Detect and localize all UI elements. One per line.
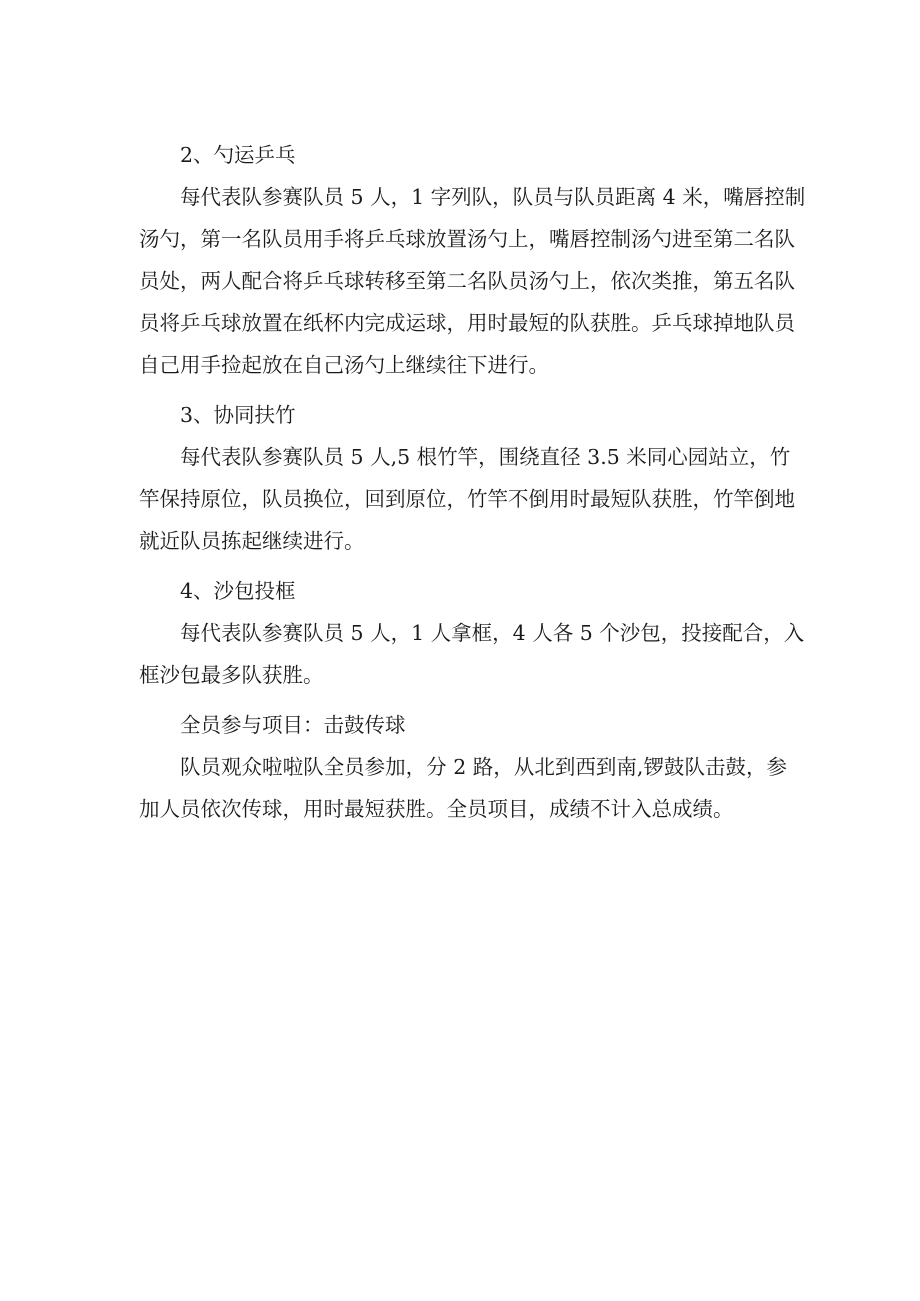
section-heading: 2、勺运乒乓 <box>180 143 296 167</box>
section-spoon-pingpong <box>139 134 806 386</box>
section-paragraph <box>139 436 795 562</box>
section-drum-ball-pass <box>139 704 787 830</box>
section-heading: 全员参与项目：击鼓传球 <box>180 713 406 737</box>
section-paragraph <box>139 176 806 386</box>
paragraph-line: 竿保持原位，队员换位，回到原位，竹竿不倒用时最短队获胜，竹竿倒地 <box>139 487 795 511</box>
document-body <box>139 134 806 838</box>
paragraph-line: 加人员依次传球，用时最短获胜。全员项目，成绩不计入总成绩。 <box>139 797 734 821</box>
section-heading: 4、沙包投框 <box>180 579 296 603</box>
paragraph-line: 每代表队参赛队员 5 人，1 字列队，队员与队员距离 4 米，嘴唇控制 <box>180 185 806 209</box>
paragraph-line: 每代表队参赛队员 5 人,5 根竹竿，围绕直径 3.5 米同心园站立，竹 <box>180 445 791 469</box>
paragraph-line: 自己用手捡起放在自己汤勺上继续往下进行。 <box>139 353 549 377</box>
paragraph-line: 框沙包最多队获胜。 <box>139 663 324 687</box>
section-paragraph <box>139 746 787 830</box>
paragraph-line: 每代表队参赛队员 5 人，1 人拿框，4 人各 5 个沙包，投接配合，入 <box>180 621 805 645</box>
section-heading: 3、协同扶竹 <box>180 403 296 427</box>
section-paragraph <box>139 612 805 696</box>
paragraph-line: 队员观众啦啦队全员参加，分 2 路，从北到西到南,锣鼓队击鼓，参 <box>180 755 787 779</box>
paragraph-line: 汤勺，第一名队员用手将乒乓球放置汤勺上，嘴唇控制汤勺进至第二名队 <box>139 227 795 251</box>
paragraph-line: 就近队员拣起继续进行。 <box>139 529 365 553</box>
section-sandbag-toss <box>139 570 805 696</box>
paragraph-line: 员处，两人配合将乒乓球转移至第二名队员汤勺上，依次类推，第五名队 <box>139 269 795 293</box>
paragraph-line: 员将乒乓球放置在纸杯内完成运球，用时最短的队获胜。乒乓球掉地队员 <box>139 311 795 335</box>
section-bamboo-pole <box>139 394 795 562</box>
